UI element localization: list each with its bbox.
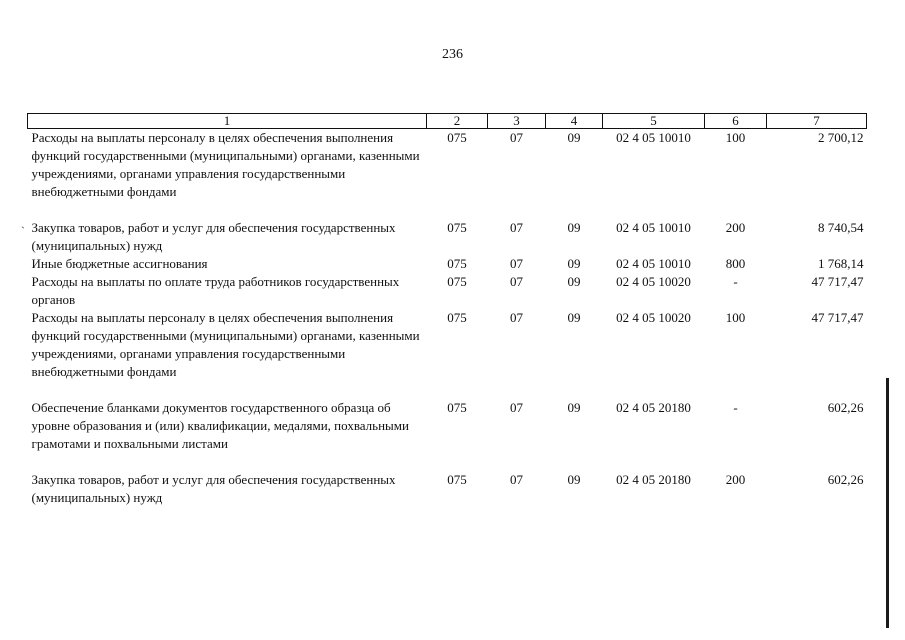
row-subsection: 09 [567,256,581,271]
table-header-row [28,114,867,129]
row-section: 07 [510,310,523,325]
row-target-article: 02 4 05 10020 [616,274,691,289]
header-col-3: 3 [488,114,546,129]
row-spacer [28,381,867,399]
row-subsection: 09 [567,274,581,289]
table-row [28,471,867,507]
row-target-article: 02 4 05 10020 [616,310,691,325]
row-amount: 8 740,54 [818,220,864,235]
row-target-article: 02 4 05 20180 [616,472,691,487]
row-code: 075 [447,310,467,325]
header-col-2: 2 [427,114,488,129]
row-code: 075 [447,472,467,487]
row-target-article: 02 4 05 10010 [616,130,691,145]
row-section: 07 [510,274,523,289]
row-description: Расходы на выплаты персоналу в целях обеспечения выполнения функций государственными (муниципальными) органами, казенными учреждениями, органами управления государственными внебюджетными фондами [31,310,420,379]
row-subsection: 09 [567,220,581,235]
row-description: Иные бюджетные ассигнования [31,256,208,271]
row-section: 07 [510,400,523,415]
row-expense-type: 100 [725,310,746,325]
header-col-4: 4 [546,114,603,129]
margin-mark: ` [21,224,25,238]
row-amount: 602,26 [827,400,864,415]
header-col-5: 5 [603,114,705,129]
row-description: Расходы на выплаты персоналу в целях обеспечения выполнения функций государственными (муниципальными) органами, казенными учреждениями, органами управления государственными внебюджетными фондами [31,130,420,199]
row-section: 07 [510,472,523,487]
row-code: 075 [447,256,467,271]
row-expense-type: 200 [725,472,746,487]
row-expense-type: 100 [725,130,746,145]
table-row [28,399,867,453]
row-spacer [28,453,867,471]
row-description: Закупка товаров, работ и услуг для обеспечения государственных (муниципальных) нужд [31,472,396,505]
row-amount: 1 768,14 [818,256,864,271]
row-expense-type: - [733,274,738,289]
page-edge-bar [886,378,889,628]
row-subsection: 09 [567,400,581,415]
table-row [28,255,867,273]
table-row [28,273,867,309]
header-col-6: 6 [705,114,767,129]
table-row [28,219,867,255]
row-code: 075 [447,220,467,235]
row-section: 07 [510,256,523,271]
row-section: 07 [510,220,523,235]
row-expense-type: - [733,400,738,415]
table-row [28,129,867,202]
row-subsection: 09 [567,130,581,145]
row-amount: 2 700,12 [818,130,864,145]
row-subsection: 09 [567,472,581,487]
row-amount: 47 717,47 [811,310,864,325]
row-code: 075 [447,400,467,415]
row-target-article: 02 4 05 10010 [616,256,691,271]
row-amount: 47 717,47 [811,274,864,289]
row-target-article: 02 4 05 10010 [616,220,691,235]
row-description: Расходы на выплаты по оплате труда работников государственных органов [31,274,400,307]
row-expense-type: 800 [725,256,746,271]
header-col-7: 7 [767,114,867,129]
row-description: Обеспечение бланками документов государственного образца об уровне образования и (или) квалификации, медалями, похвальными грамотами и похвальными листами [31,400,409,451]
page-number: 236 [442,47,463,62]
table-row [28,309,867,381]
row-code: 075 [447,130,467,145]
header-col-1: 1 [28,114,427,129]
row-description: Закупка товаров, работ и услуг для обеспечения государственных (муниципальных) нужд [31,220,396,253]
budget-table [27,113,867,507]
row-subsection: 09 [567,310,581,325]
row-section: 07 [510,130,523,145]
row-code: 075 [447,274,467,289]
row-amount: 602,26 [827,472,864,487]
row-target-article: 02 4 05 20180 [616,400,691,415]
row-expense-type: 200 [725,220,746,235]
row-spacer [28,201,867,219]
